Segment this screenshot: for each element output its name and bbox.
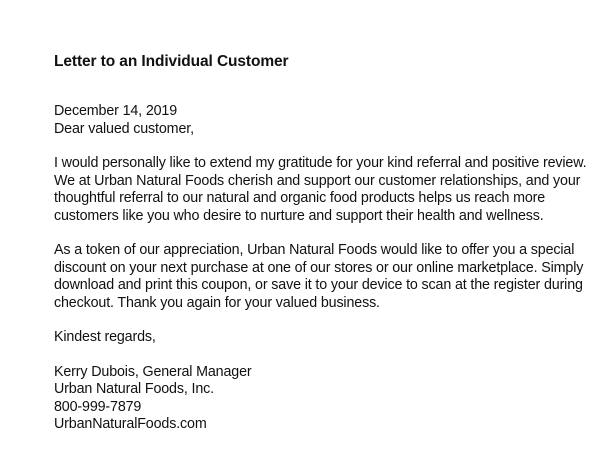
paragraph-line: thoughtful referral to our natural and organic food products helps us reach more [54,190,546,206]
paragraph-line: customers like you who desire to nurture and support their health and wellness. [54,207,544,224]
paragraph-line: We at Urban Natural Foods cherish and support our customer relationships, and your [54,172,581,189]
website: UrbanNaturalFoods.com [54,416,207,432]
company-name: Urban Natural Foods, Inc. [54,381,214,397]
date-salutation-block [54,103,594,138]
paragraph-line: checkout. Thank you again for your valued business. [54,294,380,311]
phone-number: 800-999-7879 [54,398,142,415]
paragraph-line: I would personally like to extend my gratitude for your kind referral and positive review. [54,155,587,171]
letter-document [54,52,594,434]
signer-name-title: Kerry Dubois, General Manager [54,363,252,380]
paragraph-gratitude [54,155,594,225]
paragraph-discount-offer [54,242,594,312]
closing-text: Kindest regards, [54,329,156,345]
closing-block [54,329,594,347]
paragraph-line: As a token of our appreciation, Urban Natural Foods would like to offer you a special [54,242,575,258]
letter-date: December 14, 2019 [54,103,178,119]
signature-block [54,364,594,434]
paragraph-line: discount on your next purchase at one of our stores or our online marketplace. Simply [54,259,584,276]
letter-title: Letter to an Individual Customer [54,53,289,70]
paragraph-line: download and print this coupon, or save it to your device to scan at the register during [54,277,583,293]
salutation: Dear valued customer, [54,120,194,137]
